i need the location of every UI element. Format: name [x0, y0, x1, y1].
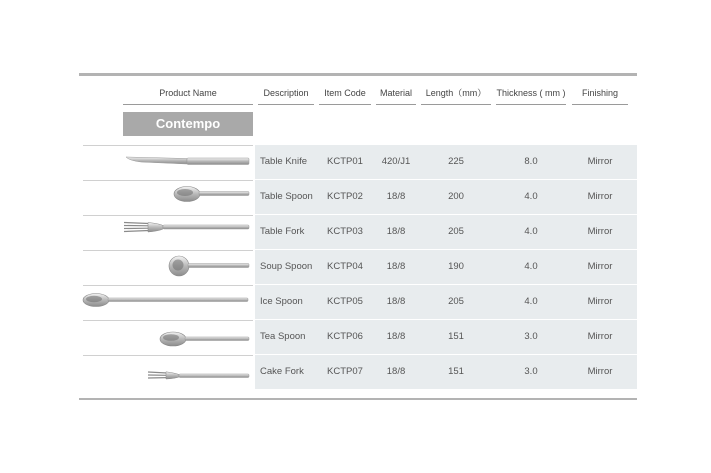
top-rule	[79, 73, 637, 76]
thickness-cell: 4.0	[524, 296, 538, 307]
item-code-cell: KCTP06	[327, 331, 363, 342]
material-cell: 18/8	[386, 366, 406, 377]
table-row	[79, 215, 637, 250]
thickness-cell: 4.0	[524, 191, 538, 202]
finishing-cell: Mirror	[587, 191, 613, 202]
item-code-cell: KCTP05	[327, 296, 363, 307]
description-cell: Table Fork	[260, 226, 305, 237]
item-code-cell: KCTP01	[327, 156, 363, 167]
thickness-cell: 3.0	[524, 331, 538, 342]
finishing-cell: Mirror	[587, 366, 613, 377]
material-cell: 18/8	[386, 296, 406, 307]
item-code-cell: KCTP07	[327, 366, 363, 377]
table-row	[79, 180, 637, 215]
table-row	[79, 250, 637, 285]
product-image-cell	[79, 215, 253, 250]
header-item-code: Item Code	[324, 88, 366, 98]
item-code-cell: KCTP03	[327, 226, 363, 237]
header-underline	[572, 104, 628, 105]
material-cell: 18/8	[386, 261, 406, 272]
length-cell: 151	[448, 331, 464, 342]
thickness-cell: 4.0	[524, 226, 538, 237]
finishing-cell: Mirror	[587, 261, 613, 272]
length-cell: 225	[448, 156, 464, 167]
header-underline	[376, 104, 416, 105]
soup-spoon-icon	[79, 250, 253, 285]
finishing-cell: Mirror	[587, 331, 613, 342]
material-cell: 18/8	[386, 191, 406, 202]
finishing-cell: Mirror	[587, 296, 613, 307]
header-underline	[319, 104, 371, 105]
header-description: Description	[263, 88, 309, 98]
table-knife-icon	[79, 145, 253, 180]
product-image-cell	[79, 180, 253, 215]
item-code-cell: KCTP04	[327, 261, 363, 272]
header-underline	[421, 104, 491, 105]
header-underline	[123, 104, 253, 105]
thickness-cell: 3.0	[524, 366, 538, 377]
collection-badge: Contempo	[123, 112, 253, 136]
description-cell: Cake Fork	[260, 366, 304, 377]
length-cell: 205	[448, 296, 464, 307]
header-underline	[496, 104, 566, 105]
description-cell: Soup Spoon	[260, 261, 313, 272]
material-cell: 18/8	[386, 226, 406, 237]
length-cell: 190	[448, 261, 464, 272]
product-image-cell	[79, 145, 253, 180]
length-cell: 205	[448, 226, 464, 237]
material-cell: 18/8	[386, 331, 406, 342]
finishing-cell: Mirror	[587, 226, 613, 237]
description-cell: Table Spoon	[260, 191, 313, 202]
bottom-rule	[79, 398, 637, 400]
tea-spoon-icon	[79, 320, 253, 355]
length-cell: 200	[448, 191, 464, 202]
thickness-cell: 4.0	[524, 261, 538, 272]
product-image-cell	[79, 355, 253, 390]
table-fork-icon	[79, 215, 253, 250]
table-row	[79, 285, 637, 320]
thickness-cell: 8.0	[524, 156, 538, 167]
ice-spoon-icon	[79, 285, 253, 320]
material-cell: 420/J1	[381, 156, 411, 167]
product-image-cell	[79, 285, 253, 320]
header-thickness: Thickness ( mm )	[496, 88, 566, 98]
cake-fork-icon	[79, 355, 253, 390]
finishing-cell: Mirror	[587, 156, 613, 167]
header-underline	[258, 104, 314, 105]
table-row	[79, 320, 637, 355]
header-product-name: Product Name	[159, 88, 217, 98]
description-cell: Ice Spoon	[260, 296, 303, 307]
table-row	[79, 355, 637, 390]
table-row	[79, 145, 637, 180]
table-spoon-icon	[79, 180, 253, 215]
product-image-cell	[79, 250, 253, 285]
length-cell: 151	[448, 366, 464, 377]
header-length: Length（mm）	[425, 88, 487, 98]
header-material: Material	[379, 88, 412, 98]
header-finishing: Finishing	[581, 88, 619, 98]
description-cell: Tea Spoon	[260, 331, 306, 342]
product-image-cell	[79, 320, 253, 355]
item-code-cell: KCTP02	[327, 191, 363, 202]
description-cell: Table Knife	[260, 156, 308, 167]
